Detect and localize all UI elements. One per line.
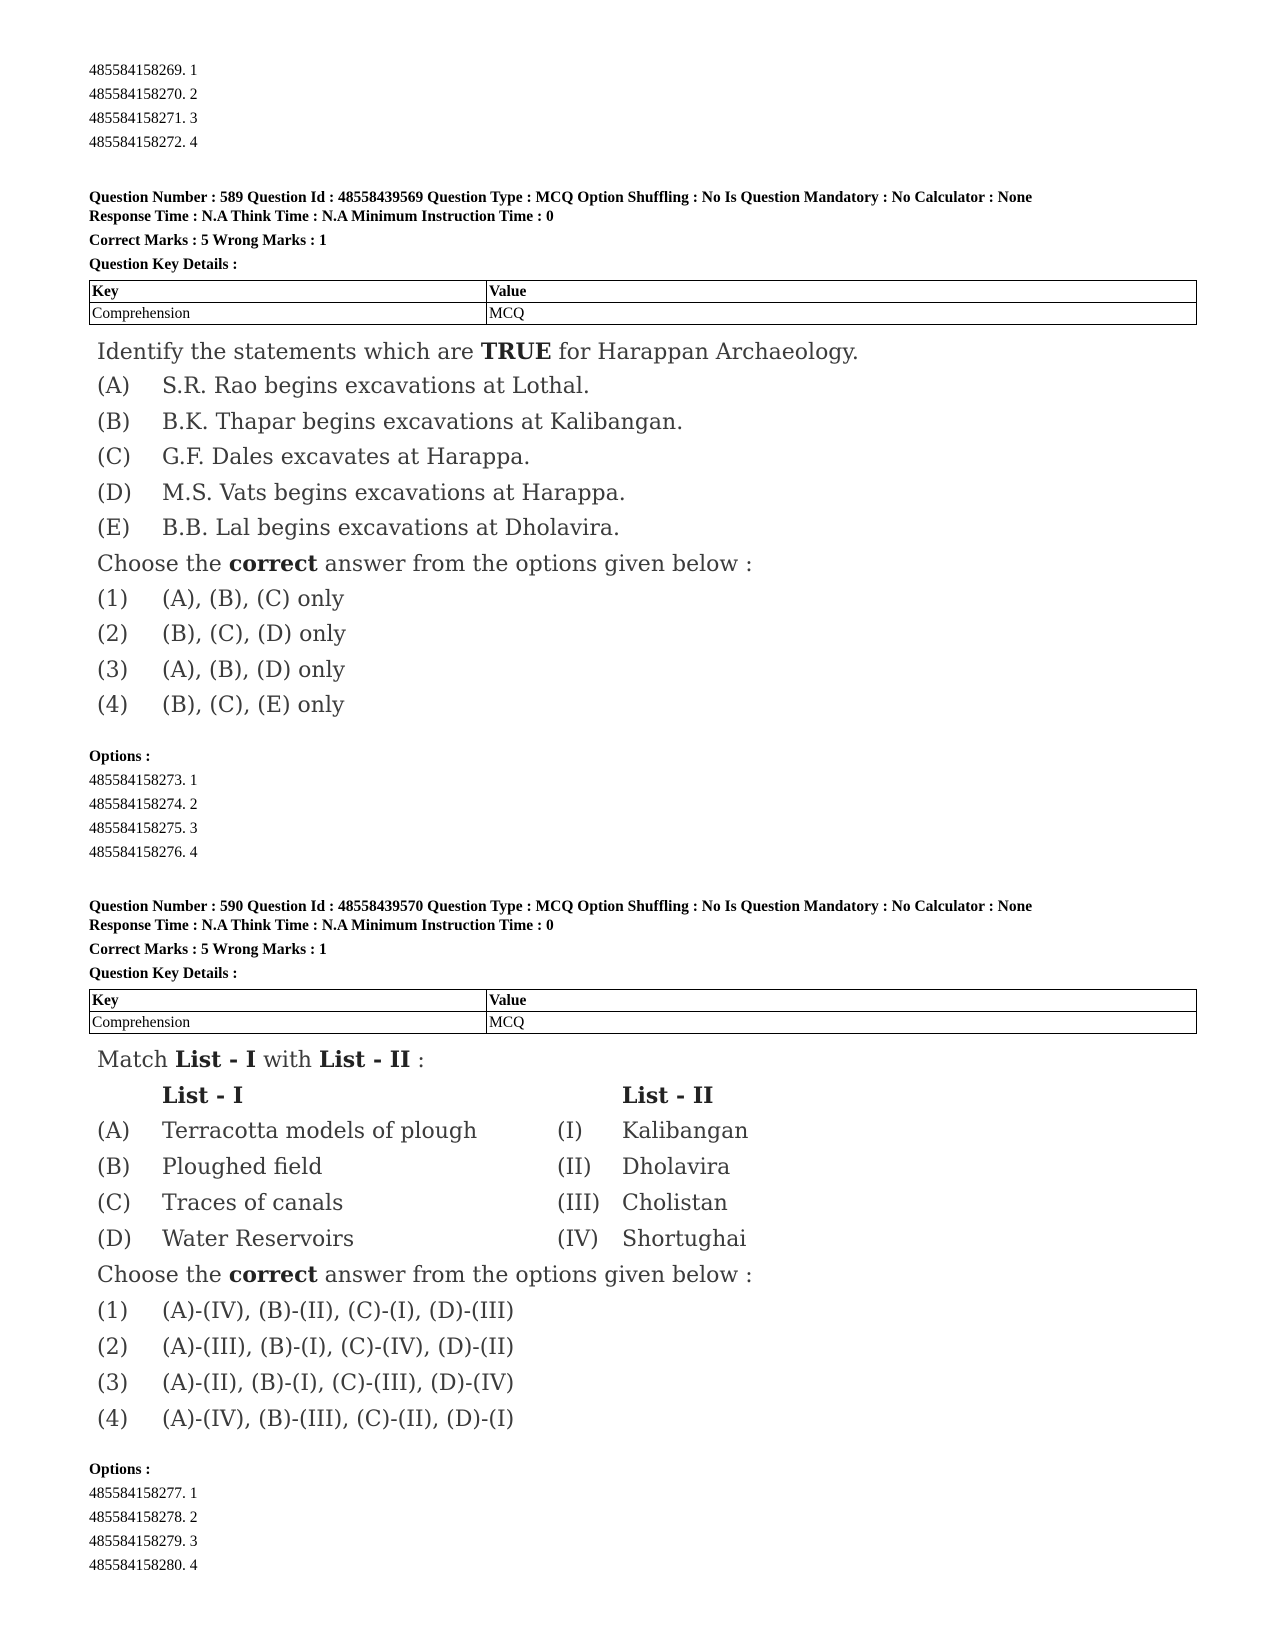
question-marks: Correct Marks : 5 Wrong Marks : 1: [89, 941, 327, 958]
options-label: Options :: [89, 748, 151, 765]
option-line: 485584158275. 3: [89, 820, 198, 837]
table-header-row: [90, 281, 1197, 303]
option-line: 485584158279. 3: [89, 1533, 198, 1550]
key-details-table: [89, 280, 1197, 325]
key-details-label: Question Key Details :: [89, 256, 238, 273]
table-header-row: [90, 990, 1197, 1012]
value-cell: MCQ: [487, 303, 1197, 325]
value-header: Value: [487, 281, 1197, 303]
list1-header: List - I: [162, 1083, 244, 1109]
list2-header: List - II: [622, 1083, 714, 1109]
question-timing: Response Time : N.A Think Time : N.A Minimum Instruction Time : 0: [89, 917, 554, 934]
option-line: 485584158269. 1: [89, 62, 198, 79]
key-header: Key: [90, 990, 487, 1012]
key-cell: Comprehension: [90, 303, 487, 325]
option-line: 485584158270. 2: [89, 86, 198, 103]
option-line: 485584158280. 4: [89, 1557, 198, 1574]
question-header: Question Number : 590 Question Id : 48558439570 Question Type : MCQ Option Shuffling : No Is Question Mandatory : No Calculator : None: [89, 898, 1033, 915]
question-header: Question Number : 589 Question Id : 48558439569 Question Type : MCQ Option Shuffling : No Is Question Mandatory : No Calculator : None: [89, 189, 1033, 206]
options-label: Options :: [89, 1461, 151, 1478]
option-line: 485584158276. 4: [89, 844, 198, 861]
key-details-table: [89, 989, 1197, 1034]
table-row: [90, 1012, 1197, 1034]
document-page: 485584158269. 1 485584158270. 2 485584158271. 3 485584158272. 4 Question Number : 589 Question Id : 48558439569 Question Type : MCQ Option Shuffling : No Is Question Mandatory : No Calculator : None Response Time : N.A Think Time : N.A Minimum Instruction Time : 0 Correct Marks : 5 Wrong Marks : 1 Question Key Details : Key Value Comprehension MCQ Identify the statements which are TRUE for Harappan Archaeology. (A) S.R. Rao begins excavations at Lothal. (B) B.K. Thapar begins excavations at Kalibangan. (C) G.F. Dales excavates at Harappa. (D) M.S. Vats begins excavations at Harappa. (E) B.B. Lal begins excavations at Dholavira. Choose the correct answer from the options given below : (1) (A), (B), (C) only (2) (B), (C), (D) only (3) (A), (B), (D) only (4) (B), (C), (E) only Options : 485584158273. 1 485584158274. 2 485584158275. 3 485584158276. 4 Question Number : 590 Question Id : 48558439570 Question Type : MCQ Option Shuffling : No Is Question Mandatory : No Calculator : None Response Time : N.A Think Time : N.A Minimum Instruction Time : 0 Correct Marks : 5 Wrong Marks : 1 Question Key Details : Key Value Comprehension MCQ Match List - I with List - II : List - I List - II (A) Terracotta models of plough (I) Kalibangan (B) Ploughed field (II) Dholavira (C) Traces of canals (III) Cholistan (D) Water Reservoirs (IV) Shortughai Choose the correct answer from the options given below : (1) (A)-(IV), (B)-(II), (C)-(I), (D)-(III) (2) (A)-(III), (B)-(I), (C)-(IV), (D)-(II) (3) (A)-(II), (B)-(I), (C)-(III), (D)-(IV) (4) (A)-(IV), (B)-(III), (C)-(II), (D)-(I) Options : 485584158277. 1 485584158278. 2 485584158279. 3 485584158280. 4: [0, 0, 1275, 1651]
key-header: Key: [90, 281, 487, 303]
value-cell: MCQ: [487, 1012, 1197, 1034]
key-details-label: Question Key Details :: [89, 965, 238, 982]
option-line: 485584158278. 2: [89, 1509, 198, 1526]
table-row: [90, 303, 1197, 325]
option-line: 485584158273. 1: [89, 772, 198, 789]
option-line: 485584158271. 3: [89, 110, 198, 127]
value-header: Value: [487, 990, 1197, 1012]
question-marks: Correct Marks : 5 Wrong Marks : 1: [89, 232, 327, 249]
option-line: 485584158272. 4: [89, 134, 198, 151]
option-line: 485584158274. 2: [89, 796, 198, 813]
option-line: 485584158277. 1: [89, 1485, 198, 1502]
question-timing: Response Time : N.A Think Time : N.A Minimum Instruction Time : 0: [89, 208, 554, 225]
key-cell: Comprehension: [90, 1012, 487, 1034]
